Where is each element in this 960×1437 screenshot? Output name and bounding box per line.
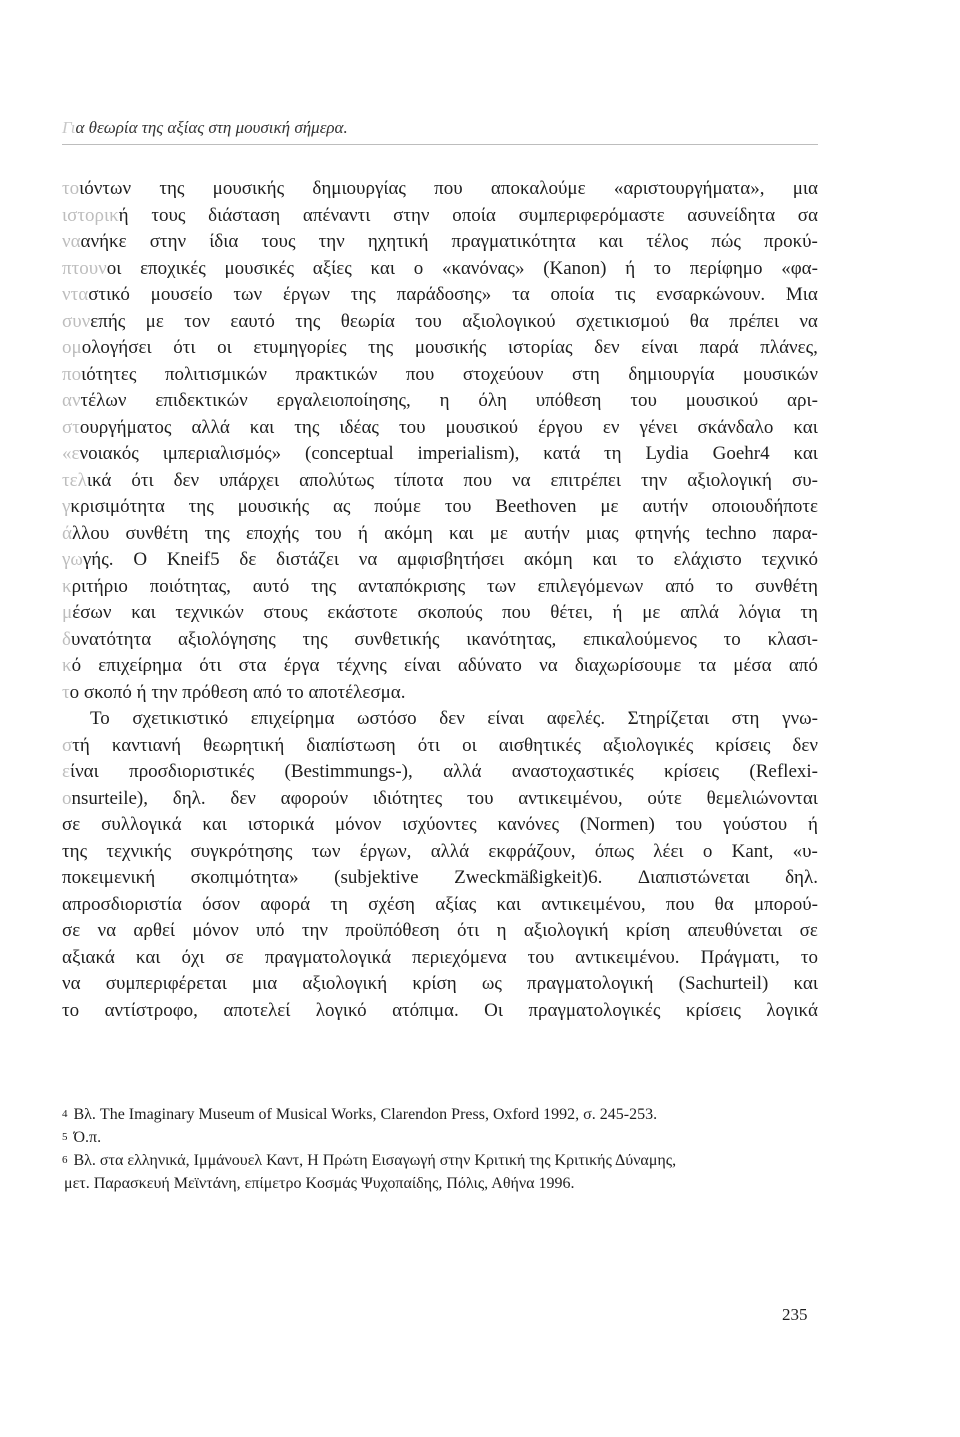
text-line bbox=[62, 865, 818, 892]
faded-line-start: συν bbox=[62, 310, 91, 332]
faded-line-start: σ bbox=[62, 734, 73, 756]
line-text: ιόντων της μουσικής δημιουργίας που αποκαλούμε «αριστουργήματα», μια bbox=[79, 178, 818, 199]
footnote-number: 5 bbox=[62, 1131, 68, 1143]
footnote-text: Βλ. στα ελληνικά, Ιμμάνουελ Καντ, Η Πρώτη Εισαγωγή στην Κριτική της Κριτικής Δύναμης, bbox=[73, 1152, 677, 1169]
text-line bbox=[62, 362, 818, 389]
text-line bbox=[62, 441, 818, 468]
footnote bbox=[62, 1149, 820, 1172]
text-line bbox=[62, 176, 818, 203]
faded-line-start: να bbox=[62, 231, 81, 252]
faded-line-start: δ bbox=[62, 628, 71, 650]
text-line bbox=[62, 335, 818, 362]
footnote-text: μετ. Παρασκευή Μεϊντάνη, επίμετρο Κοσμάς Ψυχοπαίδης, Πόλις, Αθήνα 1996. bbox=[64, 1175, 575, 1192]
line-text: ριτήριο ποιότητας, αυτό της ανταπόκρισης των επιλεγόμενων από το συνθέτη bbox=[71, 575, 818, 597]
line-text: επής με τον εαυτό της θεωρία του αξιολογικού σχετικισμού θα πρέπει να bbox=[90, 310, 818, 332]
text-line bbox=[62, 839, 818, 866]
line-text: τέλων επιδεκτικών εργαλειοποίησης, η όλη υπόθεση του μουσικού αρι- bbox=[80, 390, 818, 411]
line-text: ο σκοπό ή την πρόθεση από το αποτέλεσμα. bbox=[69, 681, 406, 703]
line-text: ουργήματος αλλά και της ιδέας του μουσικού έργου εν γένει σκάνδαλο και bbox=[79, 416, 818, 438]
line-text: νοιακός ιμπεριαλισμός» (conceptual imperialism), κατά τη Lydia Goehr4 και bbox=[79, 443, 818, 464]
footnotes bbox=[62, 1103, 820, 1195]
faded-line-start: ε bbox=[62, 761, 70, 782]
line-text: ίναι προσδιοριστικές (Bestimmungs-), αλλά αναστοχαστικές κρίσεις (Reflexi- bbox=[69, 761, 818, 782]
line-text: απροσδιοριστία όσον αφορά τη σχέση αξίας και αντικειμένου, που θα μπορού- bbox=[62, 893, 818, 915]
faded-line-start: το bbox=[62, 178, 80, 199]
line-text: οι εποχικές μουσικές αξίες και ο «κανόνας» (Kanon) ή το περίφημο «φα- bbox=[106, 257, 818, 279]
text-line bbox=[62, 706, 818, 733]
footnote bbox=[62, 1126, 820, 1149]
page-number: 235 bbox=[782, 1305, 808, 1324]
text-line bbox=[62, 388, 818, 415]
line-text: υνατότητα αξιολόγησης της συνθετικής ικανότητας, επικαλούμενος το κλασι- bbox=[70, 628, 818, 650]
text-line bbox=[62, 786, 818, 813]
line-text: της τεχνικής συγκρότησης των έργων, αλλά εκφράζουν, όπως λέει ο Kant, «υ- bbox=[62, 840, 818, 862]
faded-line-start: τελ bbox=[62, 469, 87, 491]
faded-line-start: γ bbox=[62, 496, 71, 517]
text-line bbox=[62, 971, 818, 998]
line-text: σε να αρθεί μόνον υπό την προϋπόθεση ότι η αξιολογική κρίση απευθύνεται σε bbox=[62, 920, 818, 941]
line-text: ολογήσει ότι οι ετυμηγορίες της μουσικής ιστορίας δεν είναι παρά πλάνες, bbox=[81, 337, 818, 358]
faded-line-start: αν bbox=[62, 390, 81, 411]
body-text bbox=[62, 176, 818, 1024]
faded-line-start: πτουν bbox=[62, 257, 107, 279]
line-text: γής. Ο Kneif5 δε διστάζει να αμφισβητήσει ακόμη και το ελάχιστο τεχνικό bbox=[82, 549, 818, 570]
faded-line-start: ντα bbox=[62, 284, 89, 305]
line-text: λλου συνθέτη της εποχής του ή ακόμη και με αυτήν μιας φτηνής techno παρα- bbox=[71, 522, 818, 544]
text-line bbox=[62, 203, 818, 230]
line-text: στικό μουσείο των έργων της παράδοσης» τα οποία τις ενσαρκώνουν. Μια bbox=[88, 284, 818, 305]
footnote bbox=[62, 1172, 820, 1195]
text-line bbox=[62, 892, 818, 919]
text-line bbox=[62, 494, 818, 521]
footnote-number: 6 bbox=[62, 1154, 68, 1166]
text-line bbox=[62, 812, 818, 839]
text-line bbox=[62, 627, 818, 654]
text-line bbox=[62, 759, 818, 786]
faded-line-start: τ bbox=[62, 681, 70, 703]
text-line bbox=[62, 653, 818, 680]
text-line bbox=[62, 733, 818, 760]
line-text: τή καντιανή θεωρητική διαπίστωση ότι οι αισθητικές αξιολογικές κρίσεις δεν bbox=[72, 734, 818, 756]
header-title: α θεωρία της αξίας στη μουσική σήμερα. bbox=[75, 118, 348, 137]
footnote-text: Ό.π. bbox=[73, 1129, 102, 1146]
faded-line-start: ιστορικ bbox=[62, 204, 119, 226]
line-text: ό επιχείρημα ότι στα έργα τέχνης είναι αδύνατο να διαχωρίσουμε τα μέσα από bbox=[71, 655, 818, 676]
text-line bbox=[62, 282, 818, 309]
running-header bbox=[62, 118, 818, 145]
faded-line-start: ά bbox=[62, 522, 72, 544]
faded-line-start: «ε bbox=[62, 443, 80, 464]
faded-line-start: ομ bbox=[62, 337, 82, 358]
faded-line-start: κ bbox=[62, 655, 72, 676]
text-line bbox=[62, 309, 818, 336]
line-text: ή τους διάσταση απέναντι στην οποία συμπεριφερόμαστε ασυνείδητα σα bbox=[118, 204, 818, 226]
line-text: ανήκε στην ίδια τους την ηχητική πραγματικότητα και τέλος πώς προκύ- bbox=[80, 231, 818, 252]
text-line bbox=[62, 918, 818, 945]
text-line bbox=[62, 680, 818, 707]
line-text: να συμπεριφέρεται μια αξιολογική κρίση ως πραγματολογική (Sachurteil) και bbox=[62, 973, 818, 994]
line-text: ποκειμενική σκοπιμότητα» (subjektive Zweckmäßigkeit)6. Διαπιστώνεται δηλ. bbox=[62, 867, 818, 888]
footnote-number: 4 bbox=[62, 1108, 68, 1120]
text-line bbox=[62, 547, 818, 574]
faded-line-start: στ bbox=[62, 416, 80, 438]
line-text: το αντίστροφο, αποτελεί λογικό ατόπιμα. Οι πραγματολογικές κρίσεις λογικά bbox=[62, 999, 818, 1021]
footnote-text: Βλ. The Imaginary Museum of Musical Works, Clarendon Press, Oxford 1992, σ. 245-253. bbox=[73, 1106, 658, 1123]
faded-line-start: κ bbox=[62, 575, 72, 597]
faded-line-start: γω bbox=[62, 549, 83, 570]
text-line bbox=[62, 229, 818, 256]
faded-line-start: o bbox=[62, 787, 72, 809]
line-text: Το σχετικιστικό επιχείρημα ωστόσο δεν είναι αφελές. Στηρίζεται στη γνω- bbox=[90, 708, 818, 729]
footnote bbox=[62, 1103, 820, 1126]
line-text: σε συλλογικά και ιστορικά μόνον ισχύοντες κανόνες (Normen) του γούστου ή bbox=[62, 814, 818, 835]
line-text: κρισιμότητα της μουσικής ας πούμε του Beethoven με αυτήν οποιουδήποτε bbox=[70, 496, 818, 517]
text-line bbox=[62, 998, 818, 1025]
text-line bbox=[62, 600, 818, 627]
line-text: ιότητες πολιτισμικών πρακτικών που στοχεύουν στη δημιουργία μουσικών bbox=[81, 363, 818, 385]
text-line bbox=[62, 415, 818, 442]
line-text: έσων και τεχνικών στους εκάστοτε σκοπούς που θέτει, ή με απλά λόγια τη bbox=[72, 602, 818, 623]
faded-line-start: μ bbox=[62, 602, 73, 623]
text-line bbox=[62, 521, 818, 548]
text-line bbox=[62, 574, 818, 601]
text-line bbox=[62, 945, 818, 972]
text-line bbox=[62, 256, 818, 283]
faded-line-start: πο bbox=[62, 363, 82, 385]
text-line bbox=[62, 468, 818, 495]
line-text: ικά ότι δεν υπάρχει απολύτως τίποτα που να επιτρέπει την αξιολογική συ- bbox=[86, 469, 818, 491]
line-text: nsurteile), δηλ. δεν αφορούν ιδιότητες του αντικειμένου, ούτε θεμελιώνονται bbox=[71, 787, 818, 809]
line-text: αξιακά και όχι σε πραγματολογικά περιεχόμενα του αντικειμένου. Πράγματι, το bbox=[62, 946, 818, 968]
header-faded-prefix: Γι bbox=[62, 118, 76, 137]
